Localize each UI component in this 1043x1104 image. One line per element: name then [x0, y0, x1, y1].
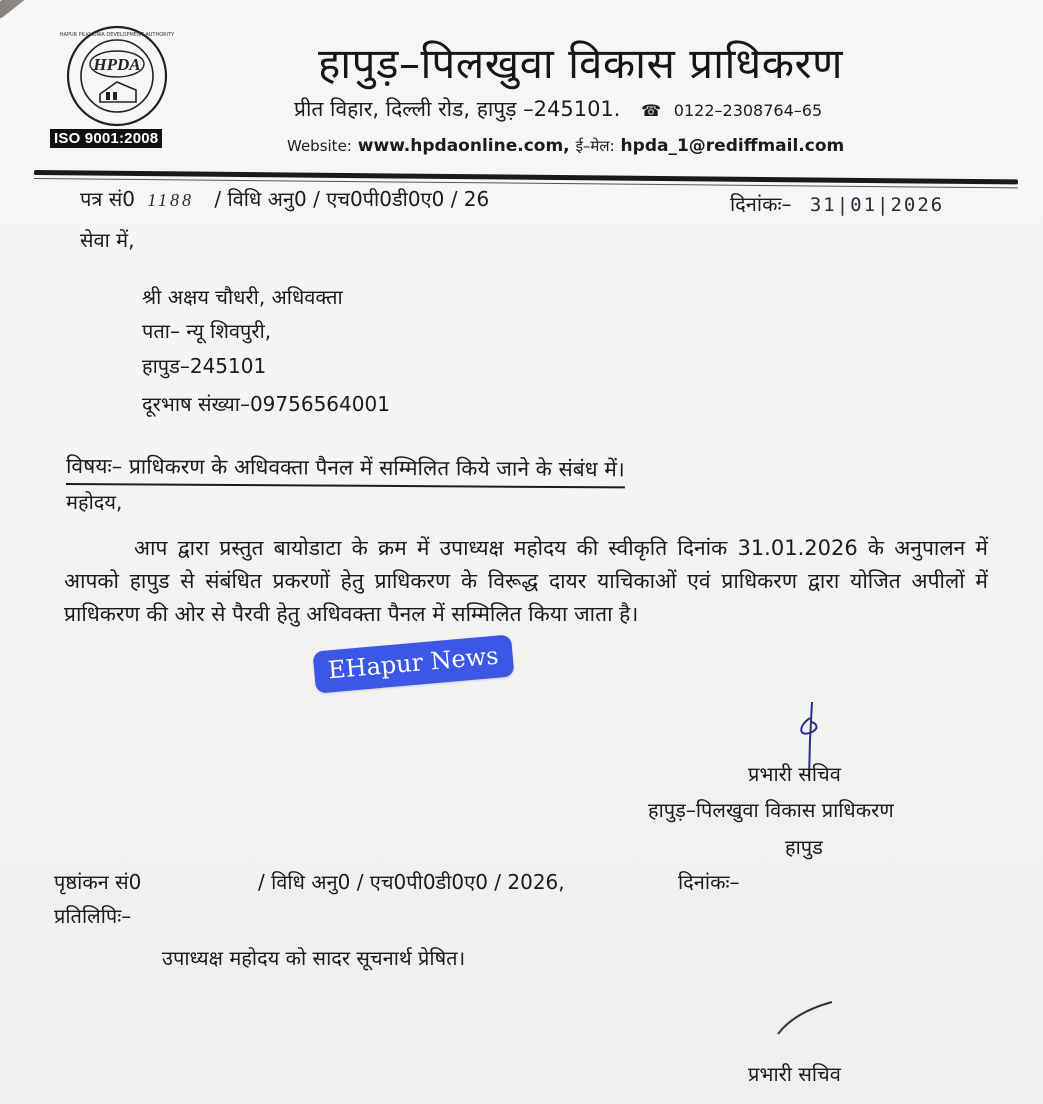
- letter-no-suffix: / विधि अनु0 / एच0पी0डी0ए0 / 26: [214, 187, 490, 211]
- watermark-badge: EHapur News: [313, 634, 515, 693]
- copy-text: उपाध्यक्ष महोदय को सादर सूचनार्थ प्रेषित।: [162, 946, 466, 970]
- hpda-logo: [56, 24, 178, 128]
- body-paragraph: [64, 532, 988, 631]
- org-title: हापुड़–पिलखुवा विकास प्राधिकरण: [318, 39, 844, 88]
- letter-no-label: पत्र सं0: [80, 187, 136, 211]
- letter-number: [80, 185, 489, 212]
- org-address: [294, 95, 822, 123]
- date-handwritten: 31|01|2026: [809, 194, 945, 216]
- telephone-icon: ☎: [641, 101, 662, 120]
- recipient-address-2: हापुड–245101: [142, 354, 267, 378]
- svg-text:HAPUR PILKHUWA DEVELOPMENT AUT: HAPUR PILKHUWA DEVELOPMENT AUTHORITY: [59, 32, 175, 38]
- pen-mark: [0, 0, 69, 21]
- letter-no-handwritten: 1188: [147, 190, 195, 210]
- email-link[interactable]: hpda_1@rediffmail.com: [620, 136, 845, 156]
- copy-label: प्रतिलिपिः–: [54, 904, 132, 928]
- signatory-org: हापुड़–पिलखुवा विकास प्राधिकरण: [648, 798, 894, 822]
- endorsement-no-label: पृष्ठांकन सं0: [54, 870, 142, 894]
- signatory-place: हापुड: [785, 835, 823, 859]
- greeting: महोदय,: [66, 490, 123, 514]
- recipient-address-1: पता– न्यू शिवपुरी,: [142, 319, 272, 343]
- address-text: प्रीत विहार, दिल्ली रोड, हापुड़ –245101.: [294, 97, 621, 121]
- endorsement-date-label: दिनांकः–: [678, 870, 740, 894]
- signatory-designation: प्रभारी सचिव: [748, 762, 841, 786]
- date-label: दिनांकः–: [730, 192, 792, 216]
- iso-badge: ISO 9001:2008: [50, 129, 162, 148]
- org-contact: [287, 136, 844, 156]
- endorsement-signatory: प्रभारी सचिव: [748, 1062, 841, 1086]
- body-text: आप द्वारा प्रस्तुत बायोडाटा के क्रम में उपाध्यक्ष महोदय की स्वीकृति दिनांक 31.01.2026 के अनुपालन में आपको हापुड से संबंधित प्रकरणों हेतु प्राधिकरण के विरूद्ध दायर याचिकाओं एवं प्राधिकरण द्वारा योजित अपीलों में प्राधिकरण की ओर से पैरवी हेतु अधिवक्ता पैनल में सम्मिलित किया जाता है।: [64, 536, 988, 626]
- phone-number: 0122–2308764–65: [673, 101, 823, 120]
- website-label: Website:: [287, 137, 352, 155]
- endorsement-no-suffix: / विधि अनु0 / एच0पी0डी0ए0 / 2026,: [258, 870, 565, 894]
- subject-line: विषयः– प्राधिकरण के अधिवक्ता पैनल में सम्मिलित किये जाने के संबंध में।: [66, 452, 625, 488]
- salutation-to: सेवा में,: [80, 228, 135, 252]
- svg-text:HPDA: HPDA: [93, 55, 141, 74]
- letter-date: [730, 190, 944, 217]
- recipient-name: श्री अक्षय चौधरी, अधिवक्ता: [142, 285, 343, 309]
- signature-stroke: [770, 1000, 840, 1040]
- email-label: ई–मेल:: [575, 137, 615, 155]
- recipient-phone: दूरभाष संख्या–09756564001: [142, 392, 390, 416]
- website-link[interactable]: www.hpdaonline.com,: [357, 136, 570, 156]
